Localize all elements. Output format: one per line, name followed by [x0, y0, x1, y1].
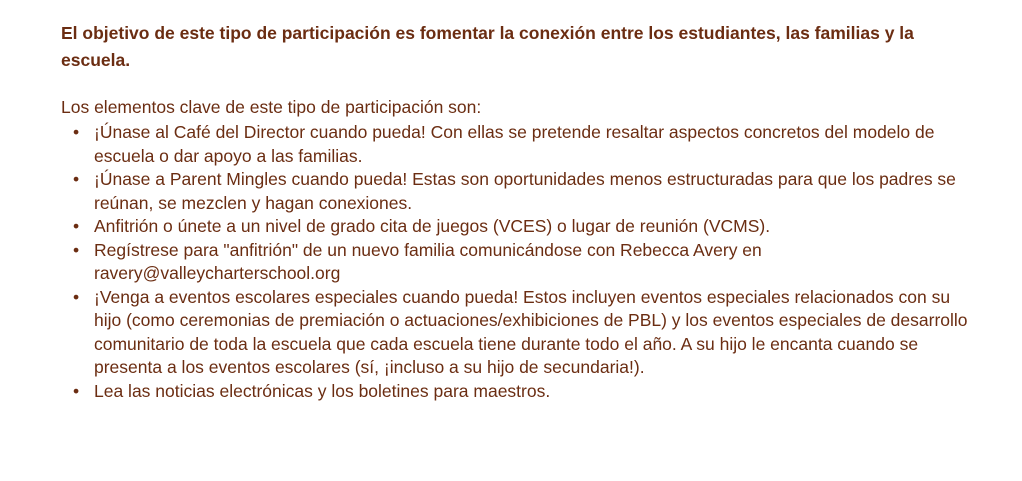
list-item	[73, 215, 982, 239]
list-item	[73, 121, 982, 168]
bullet-icon: •	[73, 239, 80, 260]
key-elements-list	[61, 121, 982, 403]
bullet-icon: •	[73, 286, 80, 307]
intro-paragraph: Los elementos clave de este tipo de participación son:	[61, 97, 482, 117]
bullet-icon: •	[73, 380, 80, 401]
lead-paragraph: El objetivo de este tipo de participación es fomentar la conexión entre los estudiantes, las familias y la escuela.	[61, 23, 914, 70]
list-item-text: ¡Únase a Parent Mingles cuando pueda! Estas son oportunidades menos estructuradas para que los padres se reúnan, se mezclen y hagan conexiones.	[94, 169, 956, 213]
list-item-text: Lea las noticias electrónicas y los boletines para maestros.	[94, 380, 551, 401]
bullet-icon: •	[73, 169, 80, 189]
list-item	[73, 168, 982, 215]
bullet-icon: •	[73, 216, 80, 236]
list-item	[73, 380, 982, 404]
list-item-text: ¡Únase al Café del Director cuando pueda! Con ellas se pretende resaltar aspectos concretos del modelo de escuela o dar apoyo a las familias.	[94, 122, 935, 166]
list-item-text: Anfitrión o únete a un nivel de grado cita de juegos (VCES) o lugar de reunión (VCMS).	[94, 216, 771, 236]
list-item	[73, 239, 982, 286]
list-item-text: Regístrese para "anfitrión" de un nuevo familia comunicándose con Rebecca Avery en ravery@valleycharterschool.org	[94, 239, 762, 283]
list-item	[73, 286, 982, 380]
list-item-text: ¡Venga a eventos escolares especiales cuando pueda! Estos incluyen eventos especiales relacionados con su hijo (como ceremonias de premiación o actuaciones/exhibiciones de PBL) y los eventos especiales de desarrollo comunitario de toda la escuela que cada escuela tiene durante todo el año. A su hijo le encanta cuando se presenta a los eventos escolares (sí, ¡incluso a su hijo de secundaria!).	[94, 286, 968, 377]
bullet-icon: •	[73, 122, 80, 142]
